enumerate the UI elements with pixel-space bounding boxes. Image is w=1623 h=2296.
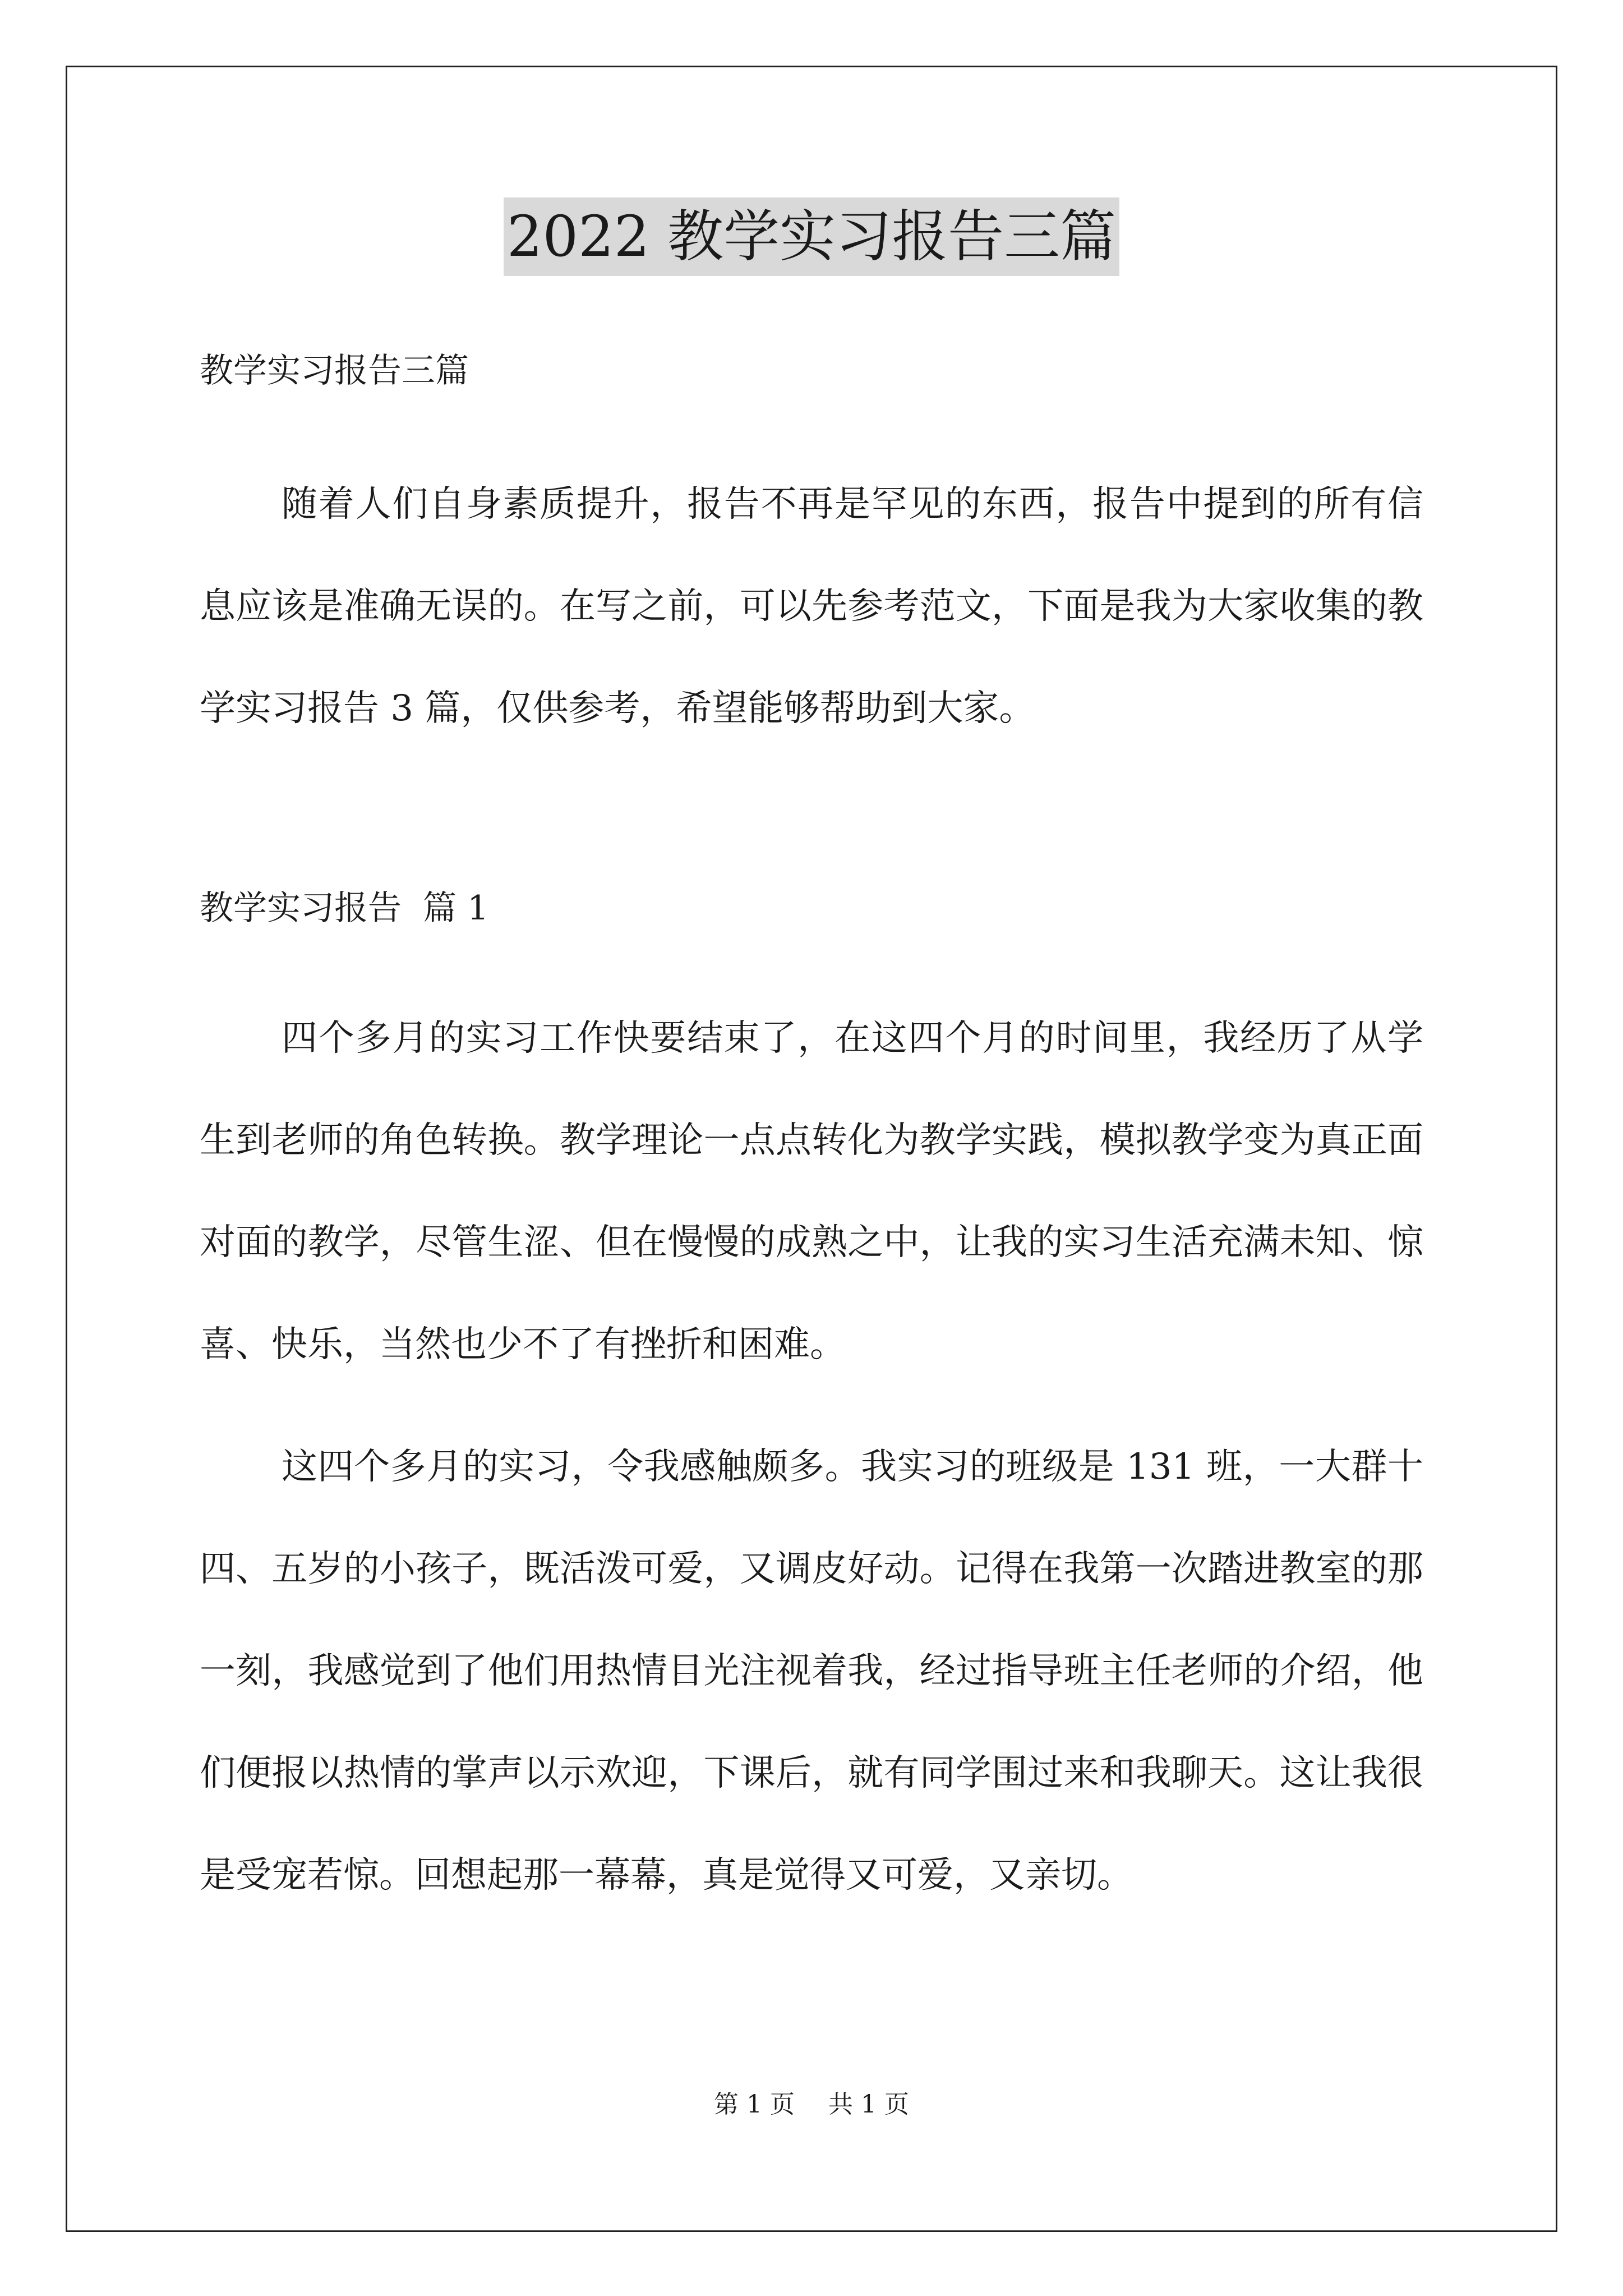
- page-total: 共 1 页: [828, 2090, 909, 2119]
- page-footer: [0, 2088, 1623, 2122]
- body-paragraph-2: 这四个多月的实习，令我感触颇多。我实习的班级是 131 班，一大群十四、五岁的小孩子，既活泼可爱，又调皮好动。记得在我第一次踏进教室的那一刻，我感觉到了他们用热情目光注视着我，经过指导班主任老师的介绍，他们便报以热情的掌声以示欢迎，下课后，就有同学围过来和我聊天。这让我很是受宠若惊。回想起那一幕幕，真是觉得又可爱，又亲切。: [200, 1446, 1423, 1896]
- document-title: 2022 教学实习报告三篇: [504, 197, 1119, 276]
- page-number: 第 1 页: [714, 2090, 795, 2119]
- title-container: [0, 197, 1623, 276]
- section-heading: 教学实习报告 篇 1: [200, 889, 489, 928]
- intro-paragraph: 随着人们自身素质提升，报告不再是罕见的东西，报告中提到的所有信息应该是准确无误的。在写之前，可以先参考范文，下面是我为大家收集的教学实习报告 3 篇，仅供参考，希望能够帮助到大家。: [200, 484, 1423, 729]
- document-subtitle: 教学实习报告三篇: [200, 351, 469, 390]
- body-paragraph-1: 四个多月的实习工作快要结束了，在这四个月的时间里，我经历了从学生到老师的角色转换。教学理论一点点转化为教学实践，模拟教学变为真正面对面的教学，尽管生涩、但在慢慢的成熟之中，让我的实习生活充满未知、惊喜、快乐，当然也少不了有挫折和困难。: [200, 1018, 1423, 1365]
